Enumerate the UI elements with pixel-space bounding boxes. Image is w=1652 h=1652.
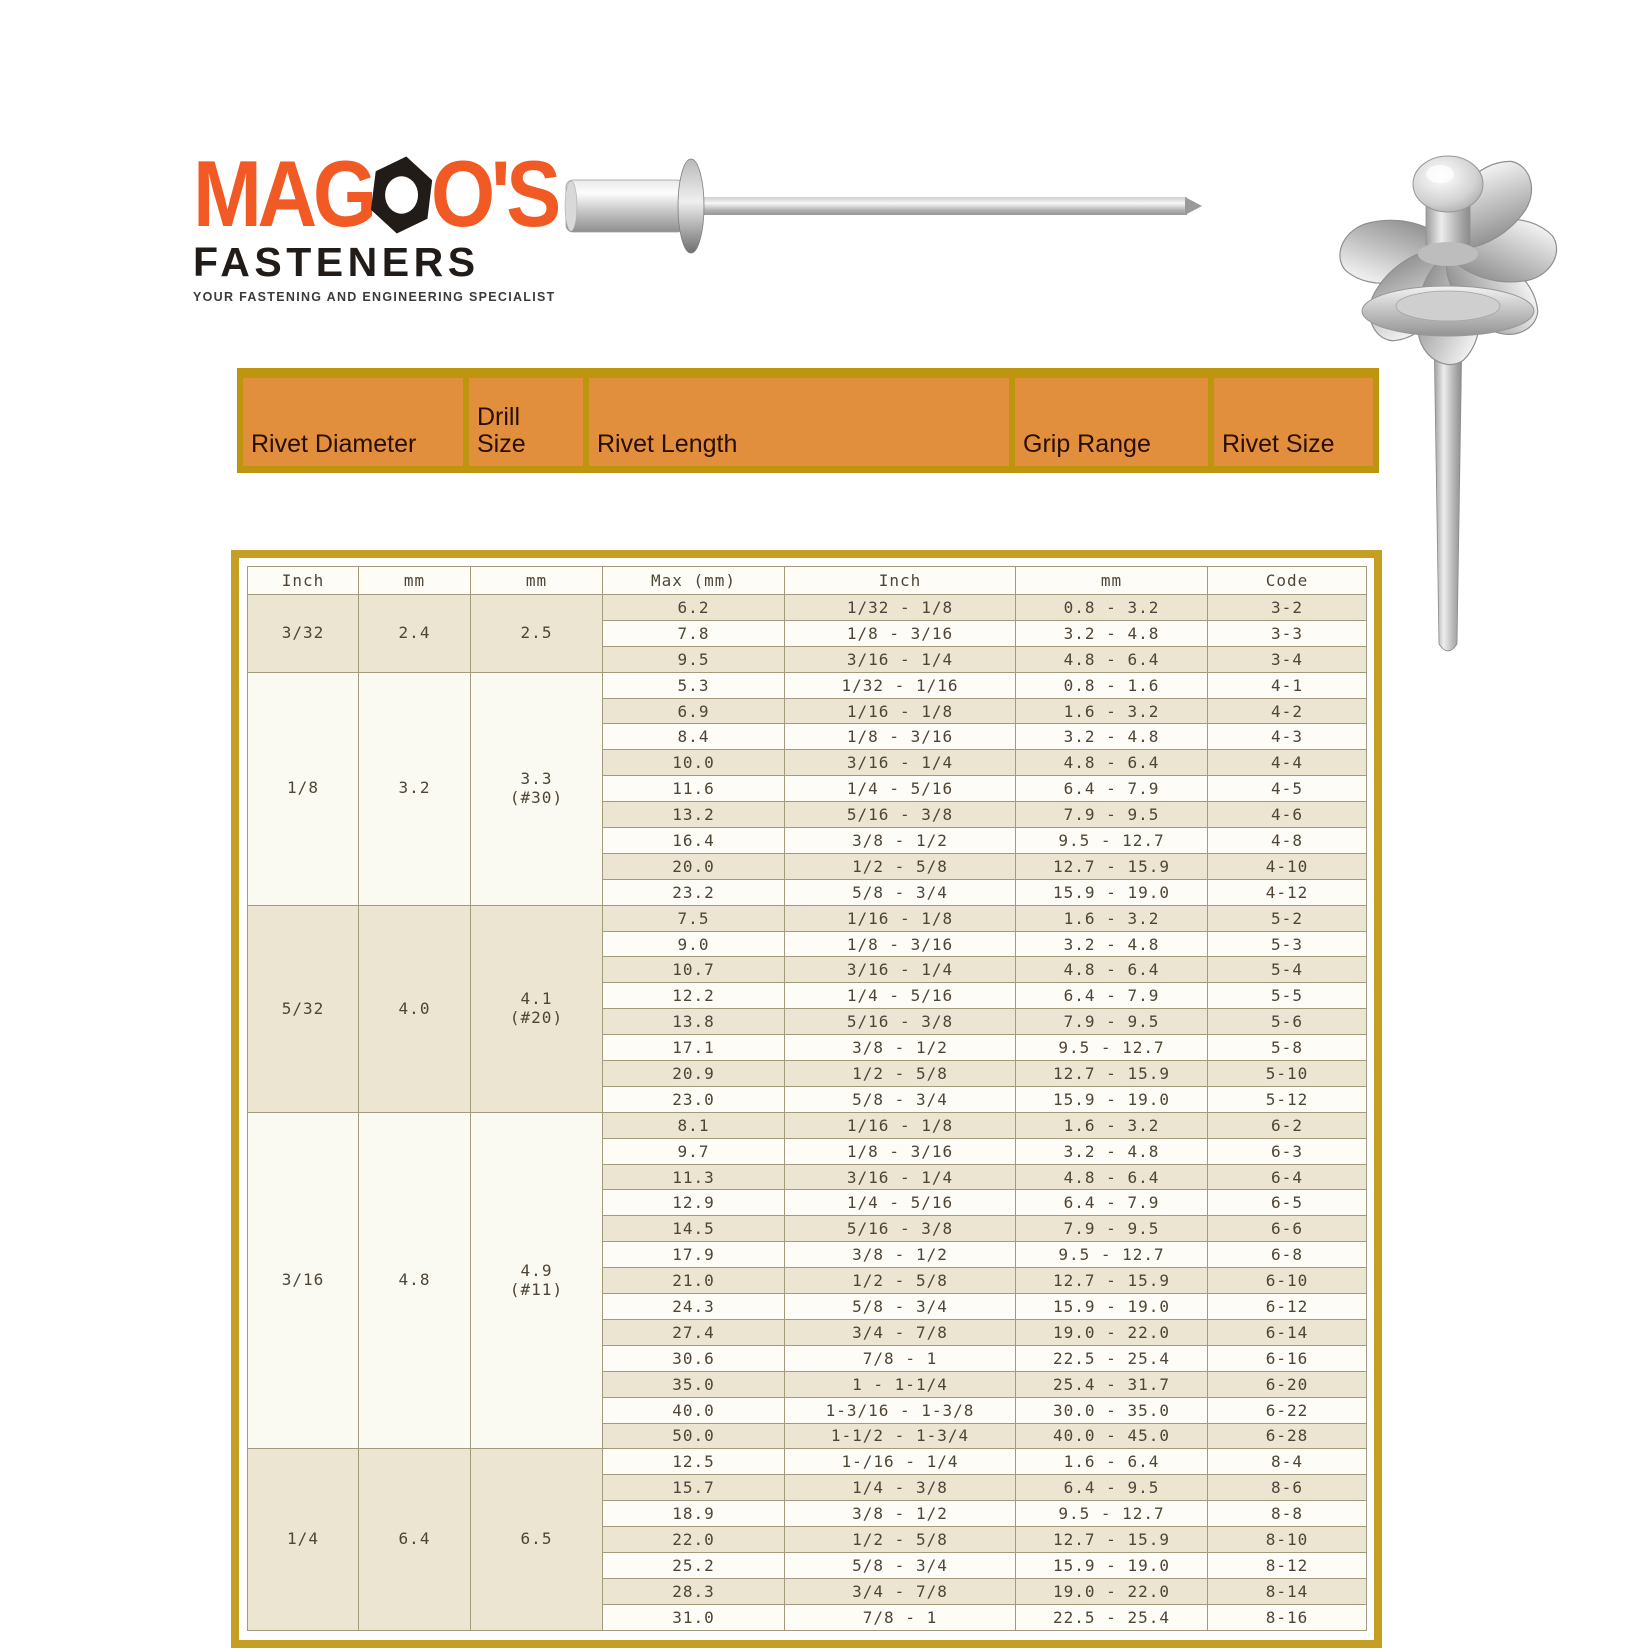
cell-inch: 3/16 - 1/4	[785, 957, 1016, 983]
cell-mm: 7.9 - 9.5	[1016, 802, 1208, 828]
cell-max: 12.9	[603, 1190, 785, 1216]
cell-max: 13.8	[603, 1009, 785, 1035]
cell-mm: 3.2 - 4.8	[1016, 620, 1208, 646]
cell-code: 8-16	[1208, 1604, 1367, 1630]
cell-max: 25.2	[603, 1552, 785, 1578]
cell-inch: 1-1/2 - 1-3/4	[785, 1423, 1016, 1449]
spec-header-table	[237, 368, 1379, 473]
cell-inch: 1/2 - 5/8	[785, 1061, 1016, 1087]
cell-inch: 3/8 - 1/2	[785, 828, 1016, 854]
cell-inch: 1/16 - 1/8	[785, 698, 1016, 724]
cell-max: 11.6	[603, 776, 785, 802]
cell-inch: 3/16 - 1/4	[785, 750, 1016, 776]
cell-max: 10.0	[603, 750, 785, 776]
col-header-inch: Inch	[248, 567, 359, 595]
logo-text-prefix: MAG	[193, 141, 373, 246]
drill-size-note: (#20)	[509, 1007, 564, 1027]
cell-code: 3-4	[1208, 646, 1367, 672]
cell-mm: 19.0 - 22.0	[1016, 1578, 1208, 1604]
cell-max: 20.0	[603, 853, 785, 879]
col-header-grip-inch: Inch	[785, 567, 1016, 595]
cell-max: 16.4	[603, 828, 785, 854]
cell-mm: 1.6 - 3.2	[1016, 905, 1208, 931]
cell-mm: 4.8 - 6.4	[1016, 646, 1208, 672]
group-mm-cell: 6.4	[359, 1449, 471, 1630]
cell-inch: 1/2 - 5/8	[785, 853, 1016, 879]
cell-mm: 22.5 - 25.4	[1016, 1604, 1208, 1630]
group-inch-cell: 1/4	[248, 1449, 359, 1630]
cell-mm: 1.6 - 3.2	[1016, 1112, 1208, 1138]
cell-mm: 9.5 - 12.7	[1016, 1035, 1208, 1061]
cell-code: 4-2	[1208, 698, 1367, 724]
cell-code: 8-4	[1208, 1449, 1367, 1475]
group-drill-cell	[471, 1449, 603, 1630]
cell-max: 5.3	[603, 672, 785, 698]
cell-inch: 5/8 - 3/4	[785, 1552, 1016, 1578]
cell-inch: 3/4 - 7/8	[785, 1319, 1016, 1345]
cell-mm: 15.9 - 19.0	[1016, 1552, 1208, 1578]
col-header-max-mm: Max (mm)	[603, 567, 785, 595]
cell-inch: 1/32 - 1/8	[785, 595, 1016, 621]
spec-col-grip-range	[1015, 378, 1208, 466]
cell-max: 28.3	[603, 1578, 785, 1604]
cell-max: 30.6	[603, 1345, 785, 1371]
cell-code: 4-1	[1208, 672, 1367, 698]
cell-mm: 6.4 - 9.5	[1016, 1475, 1208, 1501]
spec-col-rivet-length	[589, 378, 1009, 466]
cell-mm: 6.4 - 7.9	[1016, 1190, 1208, 1216]
cell-inch: 1/4 - 5/16	[785, 1190, 1016, 1216]
cell-inch: 3/8 - 1/2	[785, 1501, 1016, 1527]
cell-code: 5-4	[1208, 957, 1367, 983]
cell-inch: 5/8 - 3/4	[785, 1086, 1016, 1112]
cell-max: 15.7	[603, 1475, 785, 1501]
cell-code: 4-6	[1208, 802, 1367, 828]
cell-max: 17.1	[603, 1035, 785, 1061]
cell-code: 5-6	[1208, 1009, 1367, 1035]
group-drill-cell	[471, 905, 603, 1112]
spec-col-label: Rivet Size	[1222, 430, 1335, 458]
cell-mm: 19.0 - 22.0	[1016, 1319, 1208, 1345]
cell-max: 23.0	[603, 1086, 785, 1112]
logo-tagline: YOUR FASTENING AND ENGINEERING SPECIALIST	[193, 290, 556, 304]
rivet-table-body	[248, 595, 1367, 1631]
cell-max: 8.1	[603, 1112, 785, 1138]
cell-mm: 1.6 - 6.4	[1016, 1449, 1208, 1475]
logo-text-suffix: O'S	[430, 141, 557, 246]
col-header-code: Code	[1208, 567, 1367, 595]
cell-inch: 3/8 - 1/2	[785, 1035, 1016, 1061]
cell-mm: 9.5 - 12.7	[1016, 1501, 1208, 1527]
cell-max: 12.2	[603, 983, 785, 1009]
group-mm-cell: 4.0	[359, 905, 471, 1112]
spec-col-label: Rivet Length	[597, 430, 738, 458]
cell-mm: 0.8 - 1.6	[1016, 672, 1208, 698]
cell-mm: 4.8 - 6.4	[1016, 1164, 1208, 1190]
cell-mm: 3.2 - 4.8	[1016, 1138, 1208, 1164]
cell-code: 3-3	[1208, 620, 1367, 646]
drill-size-value: 4.9	[520, 1261, 553, 1281]
table-row	[248, 1112, 1367, 1138]
cell-inch: 1/8 - 3/16	[785, 1138, 1016, 1164]
cell-code: 5-5	[1208, 983, 1367, 1009]
cell-max: 6.9	[603, 698, 785, 724]
cell-max: 14.5	[603, 1216, 785, 1242]
cell-inch: 3/16 - 1/4	[785, 646, 1016, 672]
spec-col-rivet-size	[1214, 378, 1373, 466]
spec-col-label: Grip Range	[1023, 430, 1151, 458]
cell-inch: 3/4 - 7/8	[785, 1578, 1016, 1604]
spec-col-label: Rivet Diameter	[251, 430, 417, 458]
cell-code: 4-8	[1208, 828, 1367, 854]
cell-code: 6-10	[1208, 1268, 1367, 1294]
cell-code: 5-12	[1208, 1086, 1367, 1112]
cell-code: 4-3	[1208, 724, 1367, 750]
cell-code: 6-2	[1208, 1112, 1367, 1138]
cell-max: 24.3	[603, 1294, 785, 1320]
table-row	[248, 1449, 1367, 1475]
cell-inch: 7/8 - 1	[785, 1604, 1016, 1630]
cell-code: 8-10	[1208, 1527, 1367, 1553]
group-drill-cell	[471, 595, 603, 673]
cell-code: 5-2	[1208, 905, 1367, 931]
cell-code: 6-6	[1208, 1216, 1367, 1242]
drill-size-value: 3.3	[520, 769, 553, 789]
drill-size-value: 6.5	[520, 1529, 553, 1549]
spec-col-rivet-diameter	[243, 378, 463, 466]
cell-code: 4-10	[1208, 853, 1367, 879]
cell-inch: 1 - 1-1/4	[785, 1371, 1016, 1397]
cell-code: 8-6	[1208, 1475, 1367, 1501]
cell-mm: 9.5 - 12.7	[1016, 828, 1208, 854]
cell-code: 5-8	[1208, 1035, 1367, 1061]
cell-code: 6-3	[1208, 1138, 1367, 1164]
cell-inch: 1/4 - 3/8	[785, 1475, 1016, 1501]
cell-mm: 4.8 - 6.4	[1016, 750, 1208, 776]
cell-mm: 40.0 - 45.0	[1016, 1423, 1208, 1449]
cell-mm: 12.7 - 15.9	[1016, 1268, 1208, 1294]
cell-inch: 5/16 - 3/8	[785, 1216, 1016, 1242]
cell-mm: 3.2 - 4.8	[1016, 724, 1208, 750]
cell-max: 8.4	[603, 724, 785, 750]
cell-inch: 1-/16 - 1/4	[785, 1449, 1016, 1475]
group-drill-cell	[471, 672, 603, 905]
table-row	[248, 595, 1367, 621]
group-inch-cell: 3/32	[248, 595, 359, 673]
cell-max: 9.0	[603, 931, 785, 957]
group-mm-cell: 4.8	[359, 1112, 471, 1449]
cell-max: 6.2	[603, 595, 785, 621]
cell-inch: 7/8 - 1	[785, 1345, 1016, 1371]
table-row	[248, 905, 1367, 931]
group-inch-cell: 1/8	[248, 672, 359, 905]
cell-mm: 22.5 - 25.4	[1016, 1345, 1208, 1371]
cell-max: 7.8	[603, 620, 785, 646]
drill-size-note: (#30)	[509, 787, 564, 807]
cell-mm: 4.8 - 6.4	[1016, 957, 1208, 983]
cell-code: 6-5	[1208, 1190, 1367, 1216]
cell-code: 4-12	[1208, 879, 1367, 905]
cell-inch: 1/2 - 5/8	[785, 1527, 1016, 1553]
col-header-mm: mm	[359, 567, 471, 595]
magoos-fasteners-logo	[193, 141, 557, 304]
cell-max: 50.0	[603, 1423, 785, 1449]
cell-inch: 1/2 - 5/8	[785, 1268, 1016, 1294]
cell-mm: 3.2 - 4.8	[1016, 931, 1208, 957]
col-header-grip-mm: mm	[1016, 567, 1208, 595]
drill-size-value: 2.5	[520, 623, 553, 643]
cell-code: 5-3	[1208, 931, 1367, 957]
cell-mm: 25.4 - 31.7	[1016, 1371, 1208, 1397]
cell-mm: 15.9 - 19.0	[1016, 1086, 1208, 1112]
cell-code: 6-8	[1208, 1242, 1367, 1268]
rivet-size-table-frame	[231, 550, 1382, 1648]
group-mm-cell: 3.2	[359, 672, 471, 905]
cell-max: 20.9	[603, 1061, 785, 1087]
cell-max: 22.0	[603, 1527, 785, 1553]
cell-mm: 15.9 - 19.0	[1016, 879, 1208, 905]
cell-inch: 1/8 - 3/16	[785, 620, 1016, 646]
col-header-drill-mm: mm	[471, 567, 603, 595]
cell-mm: 1.6 - 3.2	[1016, 698, 1208, 724]
cell-inch: 5/16 - 3/8	[785, 1009, 1016, 1035]
cell-code: 8-14	[1208, 1578, 1367, 1604]
cell-code: 4-5	[1208, 776, 1367, 802]
cell-inch: 1/8 - 3/16	[785, 724, 1016, 750]
rivet-size-table	[247, 566, 1367, 1631]
cell-max: 27.4	[603, 1319, 785, 1345]
cell-code: 8-8	[1208, 1501, 1367, 1527]
spec-col-drill-size	[469, 378, 583, 466]
cell-max: 7.5	[603, 905, 785, 931]
cell-max: 12.5	[603, 1449, 785, 1475]
table-row	[248, 672, 1367, 698]
cell-max: 13.2	[603, 802, 785, 828]
cell-inch: 1/16 - 1/8	[785, 905, 1016, 931]
cell-inch: 3/16 - 1/4	[785, 1164, 1016, 1190]
cell-inch: 1/16 - 1/8	[785, 1112, 1016, 1138]
cell-code: 8-12	[1208, 1552, 1367, 1578]
group-mm-cell: 2.4	[359, 595, 471, 673]
cell-mm: 30.0 - 35.0	[1016, 1397, 1208, 1423]
cell-max: 18.9	[603, 1501, 785, 1527]
hex-nut-icon	[370, 153, 433, 237]
cell-code: 6-14	[1208, 1319, 1367, 1345]
cell-code: 6-12	[1208, 1294, 1367, 1320]
cell-code: 5-10	[1208, 1061, 1367, 1087]
cell-max: 11.3	[603, 1164, 785, 1190]
cell-inch: 5/8 - 3/4	[785, 1294, 1016, 1320]
cell-max: 40.0	[603, 1397, 785, 1423]
cell-max: 31.0	[603, 1604, 785, 1630]
cell-max: 35.0	[603, 1371, 785, 1397]
cell-code: 6-20	[1208, 1371, 1367, 1397]
cell-mm: 6.4 - 7.9	[1016, 983, 1208, 1009]
drill-size-note: (#11)	[509, 1279, 564, 1299]
cell-code: 6-22	[1208, 1397, 1367, 1423]
cell-code: 3-2	[1208, 595, 1367, 621]
group-inch-cell: 3/16	[248, 1112, 359, 1449]
logo-text-fasteners: FASTENERS	[193, 239, 480, 285]
cell-mm: 6.4 - 7.9	[1016, 776, 1208, 802]
cell-max: 23.2	[603, 879, 785, 905]
cell-mm: 9.5 - 12.7	[1016, 1242, 1208, 1268]
table-header-row	[248, 567, 1367, 595]
cell-mm: 7.9 - 9.5	[1016, 1216, 1208, 1242]
group-drill-cell	[471, 1112, 603, 1449]
cell-inch: 1/32 - 1/16	[785, 672, 1016, 698]
cell-mm: 7.9 - 9.5	[1016, 1009, 1208, 1035]
cell-mm: 12.7 - 15.9	[1016, 1061, 1208, 1087]
blind-rivet-image	[545, 140, 1205, 270]
cell-inch: 1/4 - 5/16	[785, 983, 1016, 1009]
cell-max: 21.0	[603, 1268, 785, 1294]
spec-col-label: Drill Size	[477, 403, 526, 458]
cell-mm: 15.9 - 19.0	[1016, 1294, 1208, 1320]
cell-max: 9.7	[603, 1138, 785, 1164]
cell-max: 17.9	[603, 1242, 785, 1268]
cell-mm: 12.7 - 15.9	[1016, 1527, 1208, 1553]
cell-code: 6-16	[1208, 1345, 1367, 1371]
cell-inch: 1/4 - 5/16	[785, 776, 1016, 802]
cell-code: 4-4	[1208, 750, 1367, 776]
cell-mm: 12.7 - 15.9	[1016, 853, 1208, 879]
cell-inch: 1/8 - 3/16	[785, 931, 1016, 957]
cell-max: 9.5	[603, 646, 785, 672]
logo-wordmark	[193, 141, 557, 246]
cell-max: 10.7	[603, 957, 785, 983]
group-inch-cell: 5/32	[248, 905, 359, 1112]
drill-size-value: 4.1	[520, 989, 553, 1009]
cell-code: 6-4	[1208, 1164, 1367, 1190]
cell-code: 6-28	[1208, 1423, 1367, 1449]
cell-inch: 3/8 - 1/2	[785, 1242, 1016, 1268]
cell-mm: 0.8 - 3.2	[1016, 595, 1208, 621]
cell-inch: 1-3/16 - 1-3/8	[785, 1397, 1016, 1423]
cell-inch: 5/16 - 3/8	[785, 802, 1016, 828]
cell-inch: 5/8 - 3/4	[785, 879, 1016, 905]
